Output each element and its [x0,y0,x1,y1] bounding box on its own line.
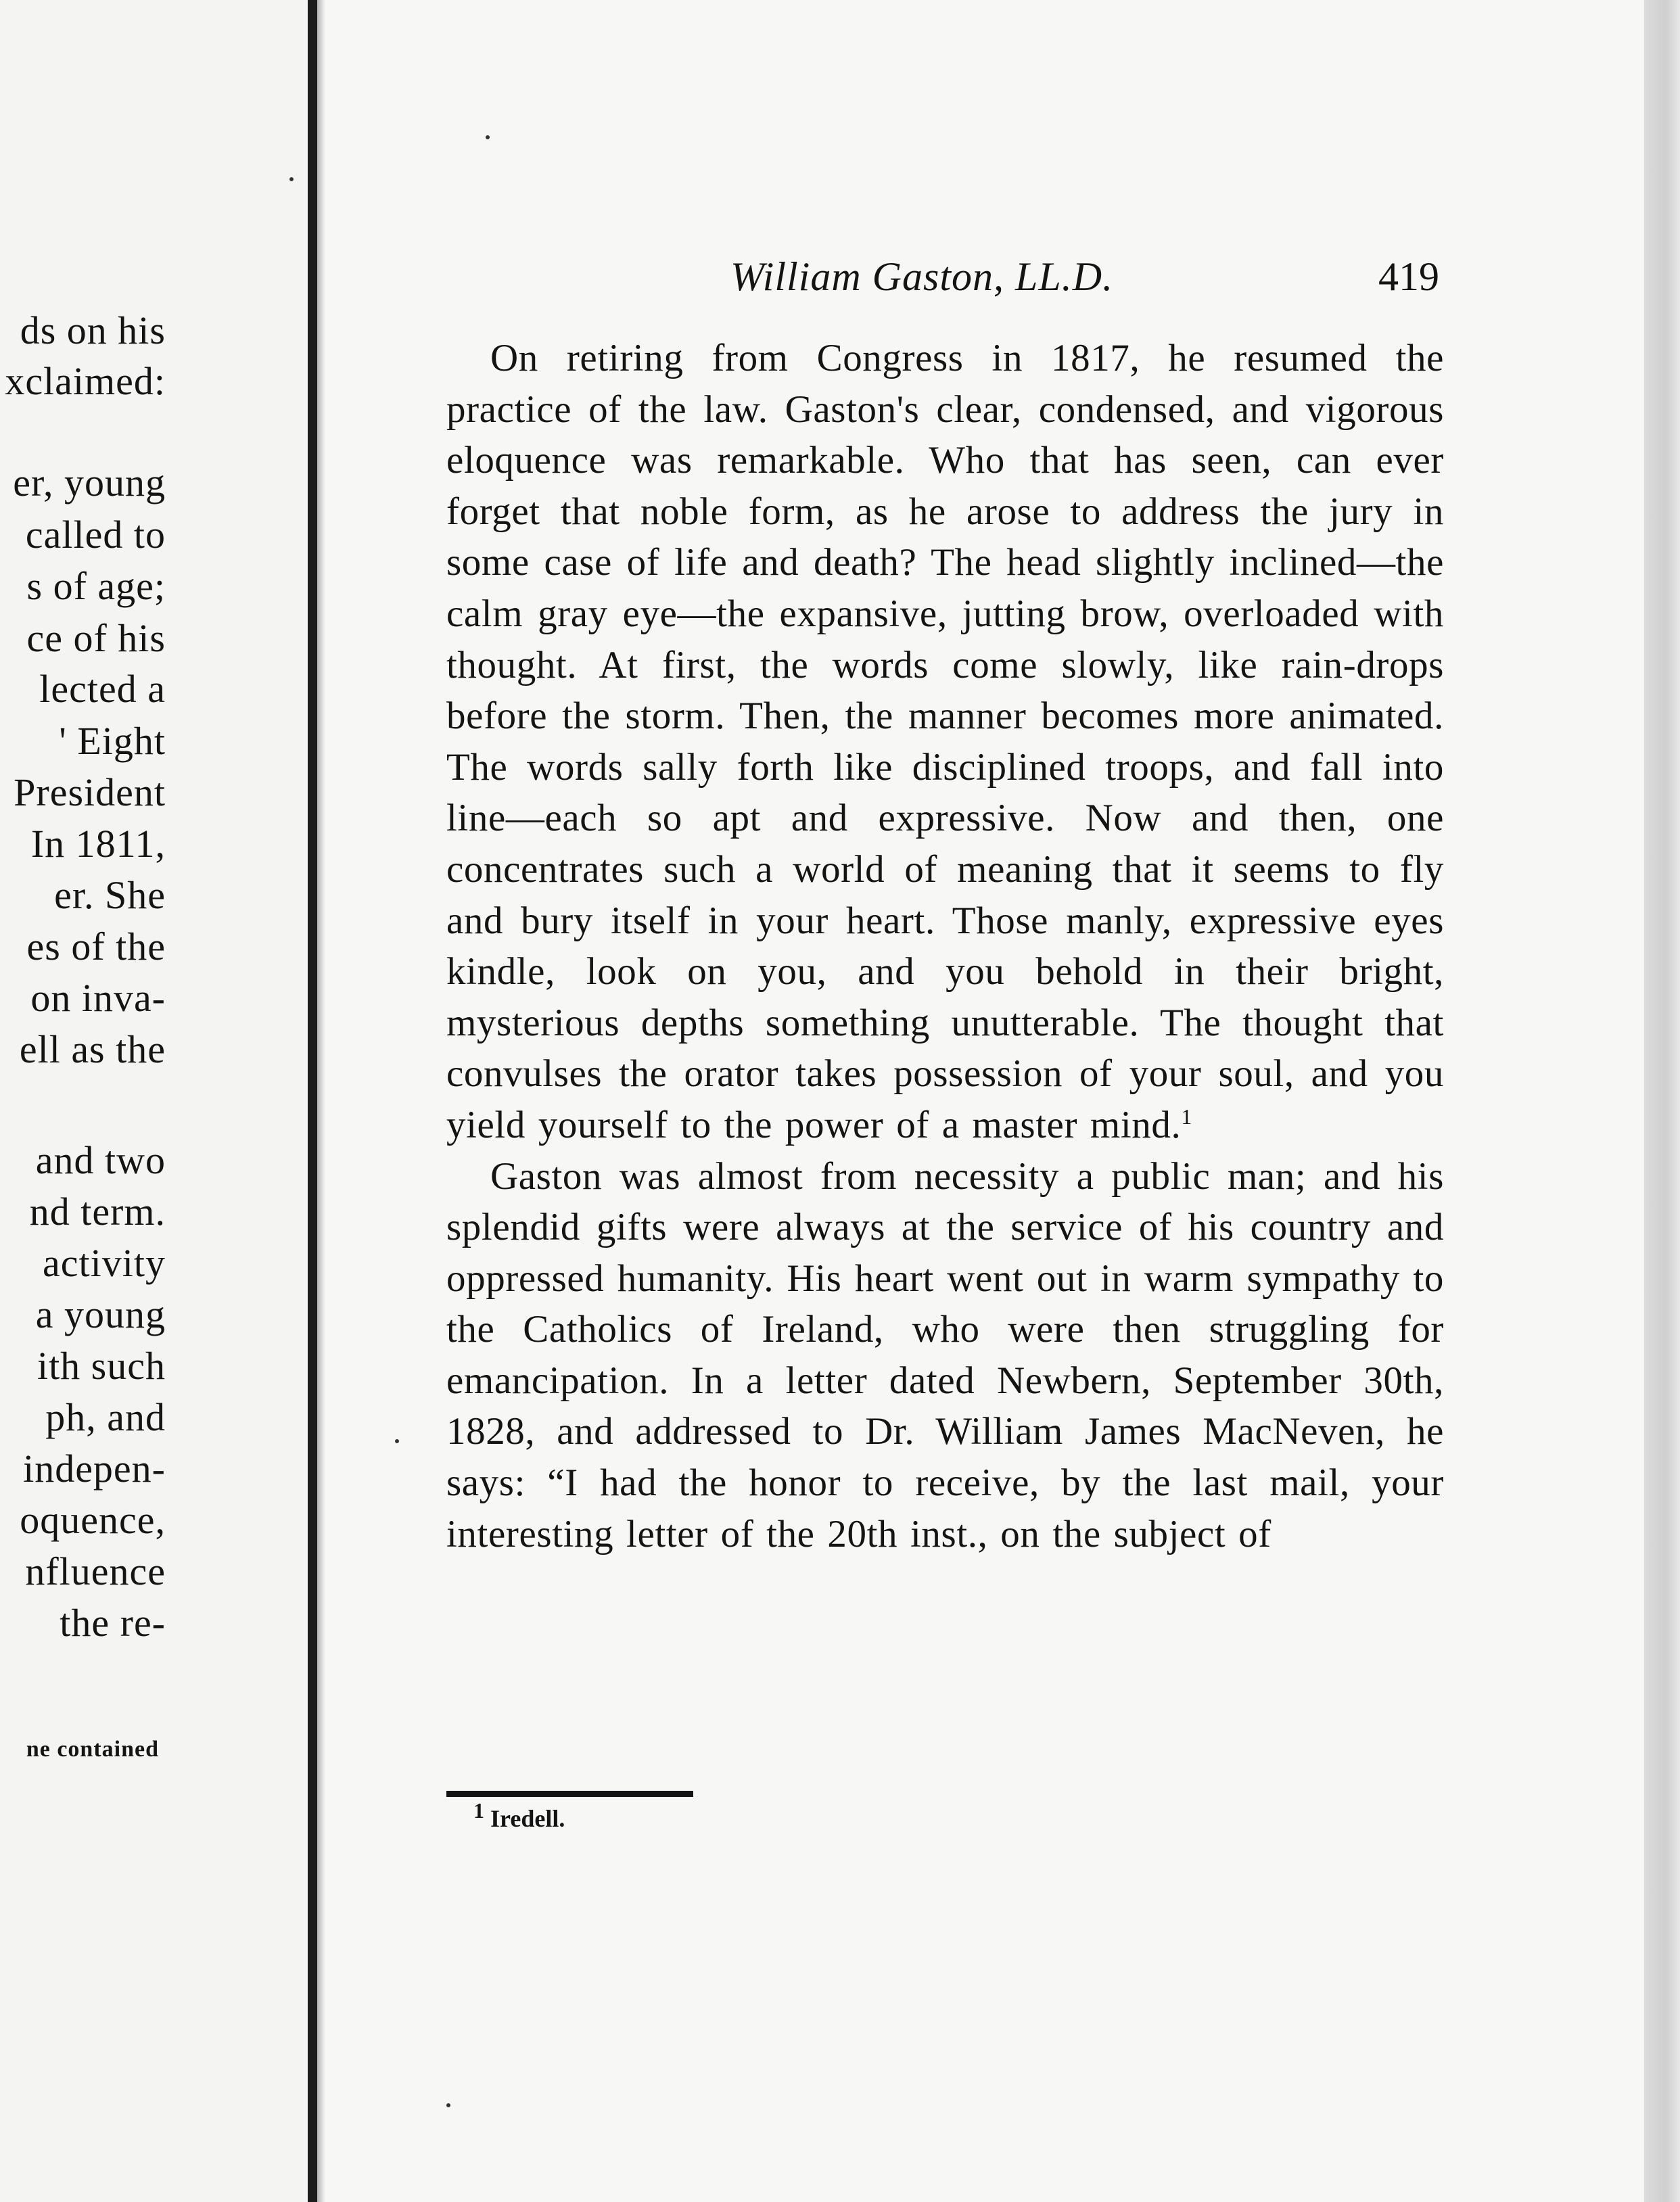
left-page-line: and two [35,1138,166,1182]
previous-page-fragment [0,0,308,2202]
ink-speck [486,135,490,139]
left-page-line: on inva- [30,976,166,1020]
page-edge [1644,0,1680,2202]
left-page-line: nfluence [25,1549,166,1593]
left-page-line: In 1811, [30,822,166,866]
paragraph [446,1151,1444,1560]
footnote [473,1798,565,1833]
left-page-line: es of the [26,924,166,968]
left-page-line: nd term. [29,1190,166,1234]
footnote-rule [446,1791,693,1797]
paragraph-text: Gaston was almost from necessity a public man; and his splendid gifts were always at the service of his country and oppressed humanity. His heart went out in warm sympathy to the Catholics of Ireland, who were then struggling for emancipation. In a letter dated Newbern, September 30th, 1828, and addressed to Dr. William James MacNeven, he says: “I had the honor to receive, by the last mail, your interesting letter of the 20th inst., on the subject of [446,1154,1444,1555]
left-page-line: ' Eight [59,719,166,763]
footnote-mark: 1 [473,1798,484,1823]
paragraph-text: On retiring from Congress in 1817, he resumed the practice of the law. Gaston's clear, condensed, and vigorous eloquence was remarkable. Who that has seen, can ever forget that noble form, as he arose to address the jury in some case of life and death? The head slightly inclined—the calm gray eye—the expansive, jutting brow, overloaded with thought. At first, the words come slowly, like rain-drops before the storm. Then, the manner becomes more animated. The words sally forth like disciplined troops, and fall into line—each so apt and expressive. Now and then, one concentrates such a world of meaning that it seems to fly and bury itself in your heart. Those manly, expressive eyes kindle, look on you, and you behold in their bright, mysterious depths something unutterable. The thought that convulses the orator takes possession of your soul, and you yield yourself to the power of a master mind. [446,337,1444,1146]
left-page-line: President [14,770,166,814]
left-page-line: the re- [60,1601,166,1645]
ink-speck [446,2103,450,2107]
left-page-line: ell as the [19,1027,166,1071]
paragraph [446,333,1444,1151]
running-title: William Gaston, LL.D. [730,254,1114,299]
page-number: 419 [1378,254,1439,299]
left-page-line: ds on his [20,308,166,352]
footnote-reference: 1 [1181,1104,1192,1129]
left-page-footnote: ne contained [26,1737,159,1762]
left-page-line: oquence, [20,1498,166,1542]
body-text [446,333,1444,1560]
ink-speck [395,1439,399,1443]
gutter-shadow [317,0,325,2202]
left-page-line: called to [25,513,166,557]
left-page-line: ph, and [45,1395,166,1439]
left-page-line: s of age; [26,564,166,608]
left-page-line: a young [35,1292,166,1336]
left-page-line: ce of his [26,616,166,660]
left-page-line: indepen- [23,1447,166,1491]
footnote-text: Iredell. [490,1805,565,1832]
binding-gutter [308,0,317,2202]
left-page-line: er. She [54,873,166,917]
left-page-line: ith such [37,1344,166,1388]
left-page-line: xclaimed: [5,359,166,403]
left-page-line: er, young [13,461,166,505]
ink-speck [289,177,294,181]
left-page-line: activity [43,1241,166,1285]
left-page-line: lected a [39,667,166,711]
